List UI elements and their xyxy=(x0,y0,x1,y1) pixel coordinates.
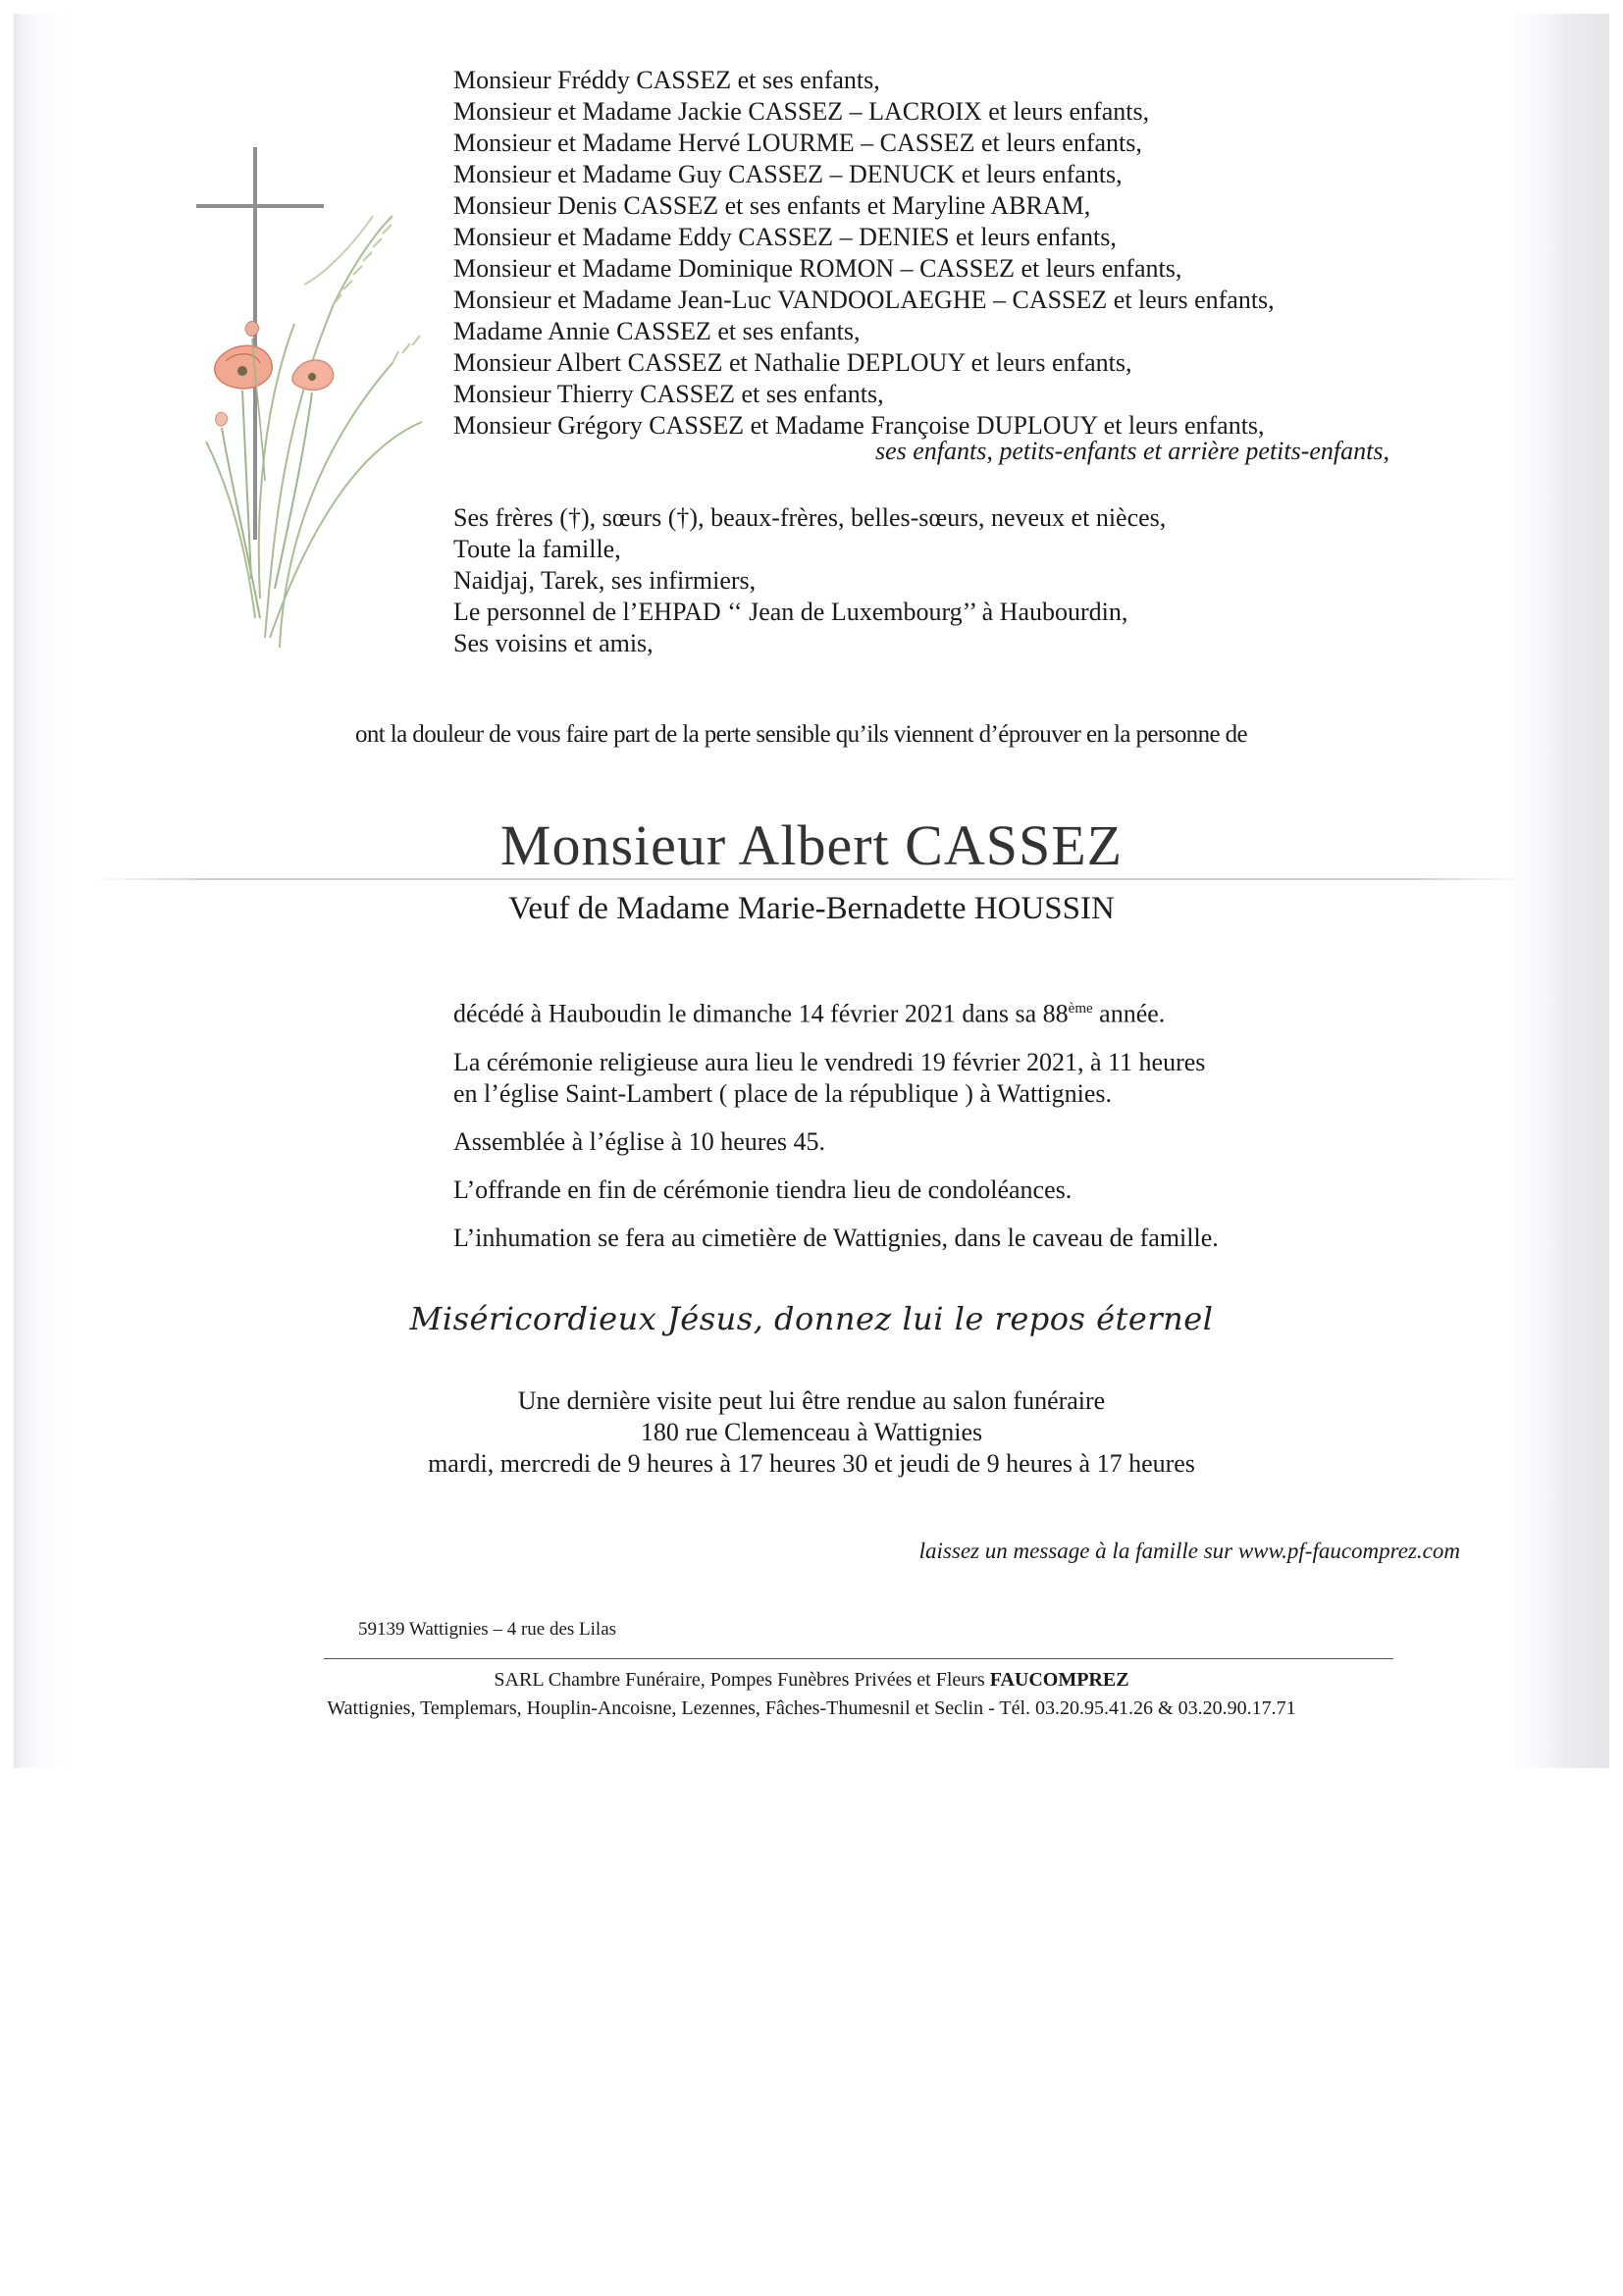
company-name: FAUCOMPREZ xyxy=(989,1669,1129,1691)
wheat-stalks-icon xyxy=(206,216,422,648)
cross-poppies-illustration xyxy=(186,128,442,677)
family-line: Monsieur Albert CASSEZ et Nathalie DEPLOUY et leurs enfants, xyxy=(453,348,1132,377)
cross-icon xyxy=(196,147,324,540)
announcement-text: ont la douleur de vous faire part de la perte sensible qu’ils viennent d’éprouver en la personne de xyxy=(355,721,1248,748)
death-text: décédé à Hauboudin le dimanche 14 février 2021 dans sa 88 xyxy=(453,999,1069,1028)
visit-info xyxy=(0,1385,1623,1480)
assembly-text: Assemblée à l’église à 10 heures 45. xyxy=(453,1126,826,1156)
family-line: Monsieur Denis CASSEZ et ses enfants et Maryline ABRAM, xyxy=(453,191,1091,220)
family-line: Monsieur et Madame Jackie CASSEZ – LACROIX et leurs enfants, xyxy=(453,97,1150,126)
poppy-flowers-icon xyxy=(215,322,334,619)
family-summary: ses enfants, petits-enfants et arrière petits-enfants, xyxy=(874,437,1389,465)
company-locations: Wattignies, Templemars, Houplin-Ancoisne, Lezennes, Fâches-Thumesnil et Seclin - Tél. 03.20.95.41.26 & 03.20.90.17.71 xyxy=(327,1697,1296,1719)
footer-divider xyxy=(324,1658,1393,1659)
footer xyxy=(0,1666,1623,1723)
others-line: Toute la famille, xyxy=(453,535,621,563)
death-ordinal: ème xyxy=(1068,1001,1093,1017)
company-prefix: SARL Chambre Funéraire, Pompes Funèbres Privées et Fleurs xyxy=(494,1669,990,1691)
family-line: Monsieur Grégory CASSEZ et Madame Françoise DUPLOUY et leurs enfants, xyxy=(453,411,1265,440)
company-line xyxy=(0,1666,1623,1695)
message-link[interactable]: laissez un message à la famille sur www.pf-faucomprez.com xyxy=(918,1539,1460,1563)
visit-line: 180 rue Clemenceau à Wattignies xyxy=(640,1418,983,1446)
others-line: Le personnel de l’EHPAD ‘‘ Jean de Luxembourg’’ à Haubourdin, xyxy=(453,598,1128,626)
death-line xyxy=(453,993,1219,1030)
family-line: Monsieur et Madame Guy CASSEZ – DENUCK et leurs enfants, xyxy=(453,160,1123,188)
burial-text: L’inhumation se fera au cimetière de Wattignies, dans le caveau de famille. xyxy=(453,1223,1219,1252)
others-line: Naidjaj, Tarek, ses infirmiers, xyxy=(453,566,757,595)
family-line: Monsieur et Madame Hervé LOURME – CASSEZ et leurs enfants, xyxy=(453,129,1142,157)
family-line: Monsieur Fréddy CASSEZ et ses enfants, xyxy=(453,66,880,94)
ceremony-line: en l’église Saint-Lambert ( place de la république ) à Wattignies. xyxy=(453,1078,1113,1108)
offering-text: L’offrande en fin de cérémonie tiendra lieu de condoléances. xyxy=(453,1174,1073,1204)
ceremony-details xyxy=(453,993,1219,1271)
family-line: Monsieur Thierry CASSEZ et ses enfants, xyxy=(453,380,884,408)
death-text-end: année. xyxy=(1092,999,1166,1028)
others-list xyxy=(453,502,1166,659)
deceased-name: Monsieur Albert CASSEZ xyxy=(499,813,1124,877)
ceremony-text xyxy=(453,1047,1219,1110)
prayer-text: Miséricordieux Jésus, donnez lui le repos éternel xyxy=(409,1300,1214,1337)
family-line: Monsieur et Madame Dominique ROMON – CASSEZ et leurs enfants, xyxy=(453,254,1182,283)
visit-line: Une dernière visite peut lui être rendue au salon funéraire xyxy=(517,1386,1106,1415)
ceremony-line: La cérémonie religieuse aura lieu le vendredi 19 février 2021, à 11 heures xyxy=(453,1047,1206,1076)
others-line: Ses frères (†), sœurs (†), beaux-frères, belles-sœurs, neveux et nièces, xyxy=(453,503,1167,532)
family-line: Monsieur et Madame Eddy CASSEZ – DENIES et leurs enfants, xyxy=(453,223,1117,251)
family-line: Monsieur et Madame Jean-Luc VANDOOLAEGHE – CASSEZ et leurs enfants, xyxy=(453,286,1275,314)
family-list xyxy=(453,65,1275,442)
others-line: Ses voisins et amis, xyxy=(453,629,654,657)
page-fold-line xyxy=(94,878,1527,880)
family-line: Madame Annie CASSEZ et ses enfants, xyxy=(453,317,861,345)
widow-of-text: Veuf de Madame Marie-Bernadette HOUSSIN xyxy=(508,891,1115,926)
visit-line: mardi, mercredi de 9 heures à 17 heures 30 et jeudi de 9 heures à 17 heures xyxy=(428,1449,1195,1478)
home-address: 59139 Wattignies – 4 rue des Lilas xyxy=(358,1619,617,1640)
